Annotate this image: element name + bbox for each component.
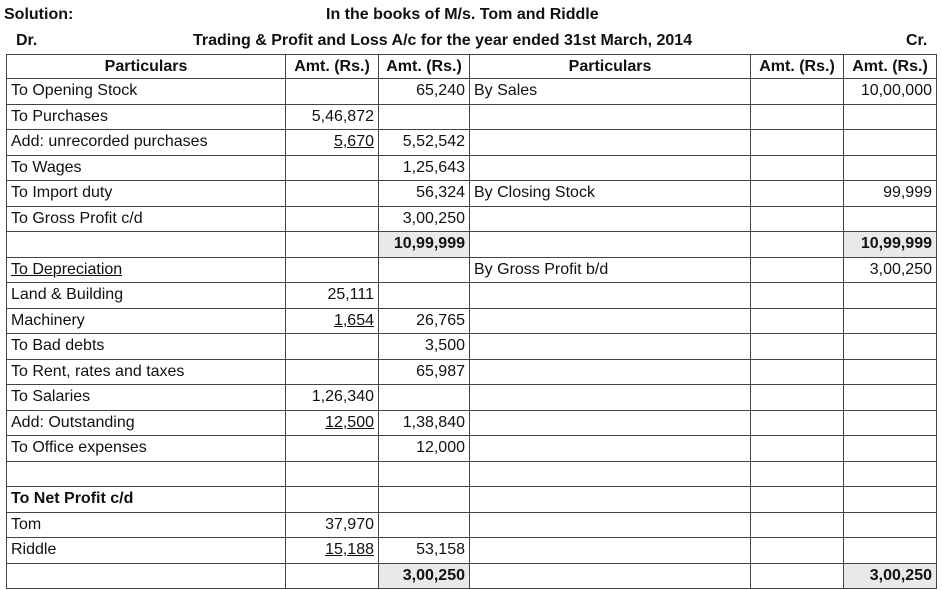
account-title: Trading & Profit and Loss A/c for the year ended 31st March, 2014 bbox=[193, 32, 693, 49]
debit-amount bbox=[379, 283, 470, 309]
table-row bbox=[7, 155, 937, 181]
credit-sub-amount bbox=[751, 461, 844, 487]
debit-amount bbox=[379, 385, 470, 411]
debit-particular: To Rent, rates and taxes bbox=[7, 359, 286, 385]
debit-amount: 5,52,542 bbox=[379, 130, 470, 156]
debit-particular: To Office expenses bbox=[7, 436, 286, 462]
credit-sub-amount bbox=[751, 487, 844, 513]
credit-sub-amount bbox=[751, 436, 844, 462]
debit-amount: 65,987 bbox=[379, 359, 470, 385]
debit-particular bbox=[7, 461, 286, 487]
credit-particular bbox=[470, 334, 751, 360]
credit-sub-amount bbox=[751, 104, 844, 130]
credit-amount bbox=[844, 283, 937, 309]
debit-amount: 1,38,840 bbox=[379, 410, 470, 436]
credit-particular bbox=[470, 512, 751, 538]
net-profit-heading: To Net Profit c/d bbox=[7, 487, 286, 513]
col-amount-1: Amt. (Rs.) bbox=[286, 55, 379, 79]
debit-sub-amount bbox=[286, 181, 379, 207]
table-row bbox=[7, 410, 937, 436]
credit-sub-amount bbox=[751, 155, 844, 181]
credit-amount bbox=[844, 538, 937, 564]
debit-particular: Add: Outstanding bbox=[7, 410, 286, 436]
col-amount-2: Amt. (Rs.) bbox=[379, 55, 470, 79]
credit-amount bbox=[844, 308, 937, 334]
credit-particular bbox=[470, 436, 751, 462]
debit-particular: Land & Building bbox=[7, 283, 286, 309]
debit-particular: Add: unrecorded purchases bbox=[7, 130, 286, 156]
table-row bbox=[7, 130, 937, 156]
credit-particular bbox=[470, 487, 751, 513]
credit-sub-amount bbox=[751, 334, 844, 360]
debit-sub-amount bbox=[286, 461, 379, 487]
credit-amount bbox=[844, 359, 937, 385]
credit-sub-amount bbox=[751, 79, 844, 105]
credit-particular bbox=[470, 130, 751, 156]
depreciation-heading: To Depreciation bbox=[11, 260, 123, 278]
debit-sub-amount bbox=[286, 79, 379, 105]
credit-sub-amount bbox=[751, 410, 844, 436]
credit-particular bbox=[470, 232, 751, 258]
underlined-amount: 1,654 bbox=[333, 311, 374, 329]
credit-particular: By Sales bbox=[470, 79, 751, 105]
debit-sub-amount bbox=[286, 563, 379, 589]
debit-particular bbox=[7, 563, 286, 589]
debit-amount: 12,000 bbox=[379, 436, 470, 462]
debit-amount: 1,25,643 bbox=[379, 155, 470, 181]
debit-sub-amount: 37,970 bbox=[286, 512, 379, 538]
table-row bbox=[7, 538, 937, 564]
col-amount-4: Amt. (Rs.) bbox=[844, 55, 937, 79]
credit-amount: 99,999 bbox=[844, 181, 937, 207]
credit-particular bbox=[470, 563, 751, 589]
debit-amount bbox=[379, 461, 470, 487]
debit-amount bbox=[379, 257, 470, 283]
underlined-amount: 5,670 bbox=[333, 133, 374, 151]
debit-sub-amount bbox=[286, 257, 379, 283]
debit-amount: 26,765 bbox=[379, 308, 470, 334]
debit-amount: 53,158 bbox=[379, 538, 470, 564]
credit-sub-amount bbox=[751, 359, 844, 385]
table-row bbox=[7, 512, 937, 538]
credit-sub-amount bbox=[751, 283, 844, 309]
credit-sub-amount bbox=[751, 232, 844, 258]
total-row bbox=[7, 232, 937, 258]
solution-label: Solution: bbox=[4, 6, 74, 23]
debit-sub-amount bbox=[286, 334, 379, 360]
credit-amount bbox=[844, 206, 937, 232]
debit-sub-amount bbox=[286, 359, 379, 385]
credit-sub-amount bbox=[751, 257, 844, 283]
debit-particular: To Salaries bbox=[7, 385, 286, 411]
debit-particular: To Purchases bbox=[7, 104, 286, 130]
debit-amount bbox=[379, 104, 470, 130]
credit-amount bbox=[844, 130, 937, 156]
debit-amount: 56,324 bbox=[379, 181, 470, 207]
trading-credit-total: 10,99,999 bbox=[844, 232, 937, 258]
table-row bbox=[7, 385, 937, 411]
debit-particular: Tom bbox=[7, 512, 286, 538]
debit-particular: To Bad debts bbox=[7, 334, 286, 360]
underlined-amount: 12,500 bbox=[325, 413, 374, 431]
books-heading: In the books of M/s. Tom and Riddle bbox=[326, 6, 599, 23]
table-row bbox=[7, 206, 937, 232]
debit-label: Dr. bbox=[16, 32, 38, 49]
credit-particular bbox=[470, 308, 751, 334]
credit-particular bbox=[470, 283, 751, 309]
credit-amount: 10,00,000 bbox=[844, 79, 937, 105]
debit-sub-amount: 25,111 bbox=[286, 283, 379, 309]
credit-sub-amount bbox=[751, 538, 844, 564]
credit-label: Cr. bbox=[906, 32, 928, 49]
debit-amount bbox=[379, 512, 470, 538]
debit-particular bbox=[7, 257, 286, 283]
debit-sub-amount bbox=[286, 130, 379, 156]
credit-sub-amount bbox=[751, 512, 844, 538]
credit-amount bbox=[844, 104, 937, 130]
table-row bbox=[7, 257, 937, 283]
table-row bbox=[7, 487, 937, 513]
credit-particular bbox=[470, 410, 751, 436]
blank-row bbox=[7, 461, 937, 487]
debit-amount: 65,240 bbox=[379, 79, 470, 105]
credit-sub-amount bbox=[751, 181, 844, 207]
debit-sub-amount bbox=[286, 436, 379, 462]
debit-particular: To Opening Stock bbox=[7, 79, 286, 105]
credit-amount bbox=[844, 487, 937, 513]
debit-sub-amount bbox=[286, 206, 379, 232]
table-row bbox=[7, 308, 937, 334]
debit-particular: Riddle bbox=[7, 538, 286, 564]
debit-amount: 3,500 bbox=[379, 334, 470, 360]
underlined-amount: 15,188 bbox=[325, 541, 374, 559]
table-row bbox=[7, 334, 937, 360]
credit-particular bbox=[470, 155, 751, 181]
credit-particular: By Gross Profit b/d bbox=[470, 257, 751, 283]
credit-sub-amount bbox=[751, 563, 844, 589]
table-row bbox=[7, 283, 937, 309]
credit-amount bbox=[844, 436, 937, 462]
credit-particular bbox=[470, 461, 751, 487]
table-row bbox=[7, 436, 937, 462]
debit-amount: 3,00,250 bbox=[379, 206, 470, 232]
credit-sub-amount bbox=[751, 206, 844, 232]
credit-particular bbox=[470, 206, 751, 232]
debit-particular bbox=[7, 232, 286, 258]
credit-sub-amount bbox=[751, 385, 844, 411]
credit-amount bbox=[844, 385, 937, 411]
debit-particular: To Wages bbox=[7, 155, 286, 181]
credit-particular: By Closing Stock bbox=[470, 181, 751, 207]
credit-amount bbox=[844, 155, 937, 181]
credit-particular bbox=[470, 104, 751, 130]
pl-debit-total: 3,00,250 bbox=[379, 563, 470, 589]
debit-sub-amount bbox=[286, 155, 379, 181]
debit-amount bbox=[379, 487, 470, 513]
credit-particular bbox=[470, 538, 751, 564]
table-row bbox=[7, 359, 937, 385]
debit-sub-amount bbox=[286, 308, 379, 334]
credit-amount: 3,00,250 bbox=[844, 257, 937, 283]
credit-particular bbox=[470, 359, 751, 385]
debit-sub-amount bbox=[286, 487, 379, 513]
credit-sub-amount bbox=[751, 308, 844, 334]
credit-amount bbox=[844, 512, 937, 538]
debit-particular: To Gross Profit c/d bbox=[7, 206, 286, 232]
debit-sub-amount bbox=[286, 232, 379, 258]
credit-amount bbox=[844, 334, 937, 360]
debit-sub-amount bbox=[286, 410, 379, 436]
table-row bbox=[7, 79, 937, 105]
credit-particular bbox=[470, 385, 751, 411]
table-header-row bbox=[7, 55, 937, 79]
table-row bbox=[7, 181, 937, 207]
credit-amount bbox=[844, 410, 937, 436]
col-amount-3: Amt. (Rs.) bbox=[751, 55, 844, 79]
debit-sub-amount bbox=[286, 538, 379, 564]
col-particulars: Particulars bbox=[7, 55, 286, 79]
col-particulars-right: Particulars bbox=[470, 55, 751, 79]
table-row bbox=[7, 104, 937, 130]
credit-amount bbox=[844, 461, 937, 487]
credit-sub-amount bbox=[751, 130, 844, 156]
debit-particular: To Import duty bbox=[7, 181, 286, 207]
trading-debit-total: 10,99,999 bbox=[379, 232, 470, 258]
debit-particular: Machinery bbox=[7, 308, 286, 334]
pl-credit-total: 3,00,250 bbox=[844, 563, 937, 589]
debit-sub-amount: 5,46,872 bbox=[286, 104, 379, 130]
total-row bbox=[7, 563, 937, 589]
ledger-table bbox=[6, 54, 937, 589]
debit-sub-amount: 1,26,340 bbox=[286, 385, 379, 411]
